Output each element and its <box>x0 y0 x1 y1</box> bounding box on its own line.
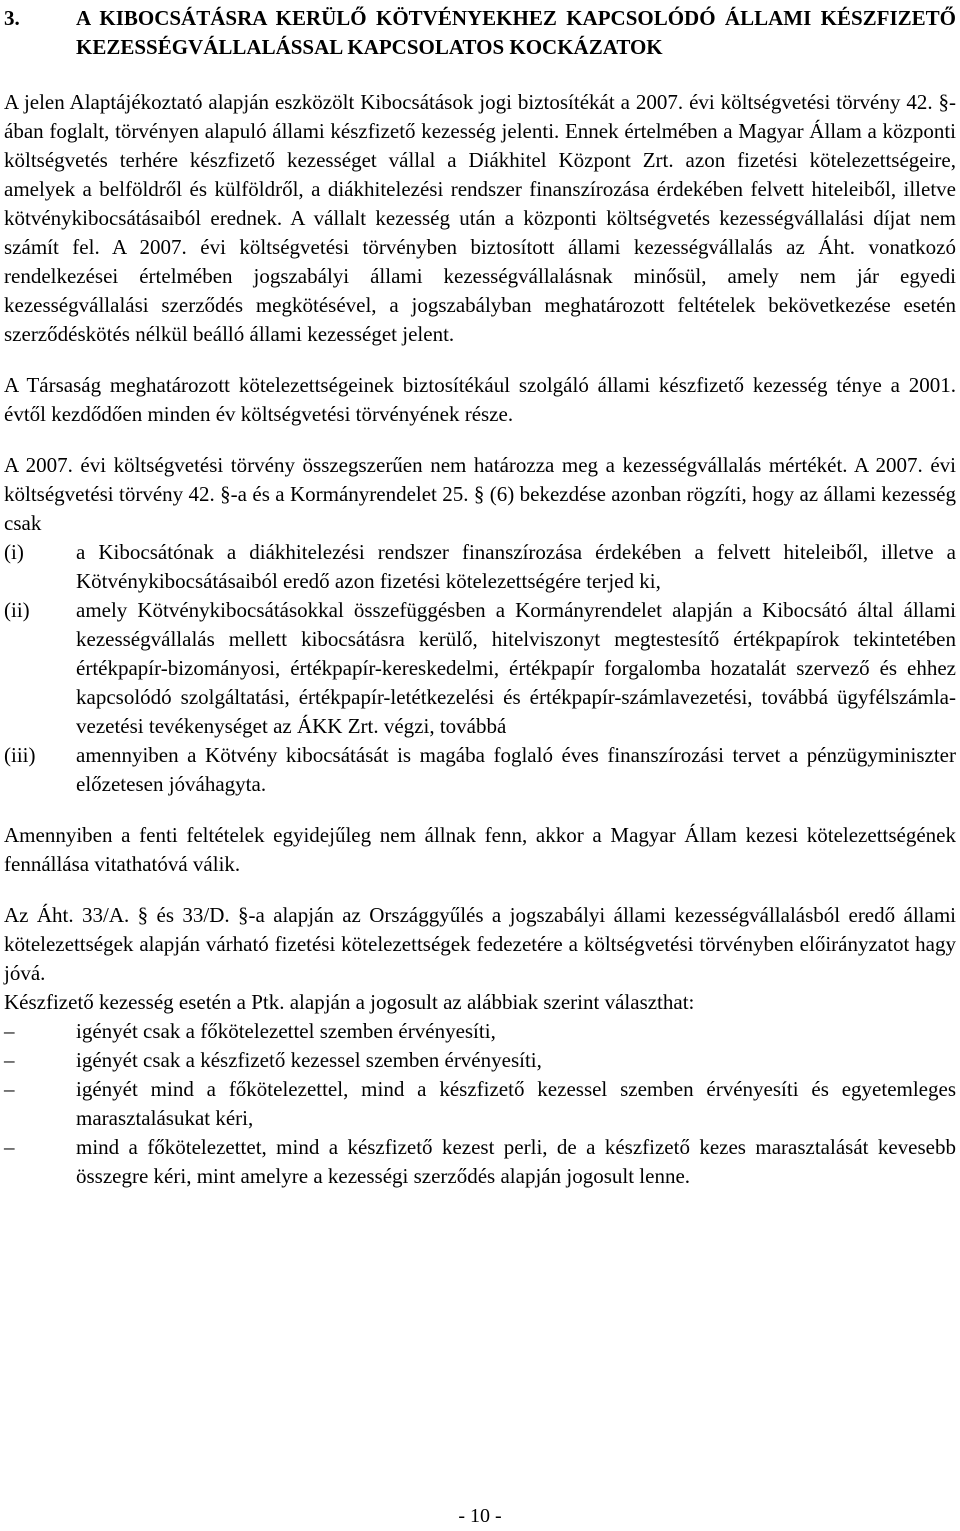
paragraph-guarantee-history: A Társaság meghatározott kötelezettségeinek biztosítékául szolgáló állami készfizető kezesség ténye a 2001. évtől kezdődően minden év költségvetési törvényének része. <box>4 373 956 426</box>
list-item <box>4 1133 956 1191</box>
paragraph-legal-basis: A jelen Alaptájékoztató alapján eszközölt Kibocsátások jogi biztosítékát a 2007. évi költségvetési törvény 42. §-ában foglalt, törvényen alapuló állami készfizető kezesség jelenti. Ennek értelmében a Magyar Állam a központi költségvetés terhére készfizető kezességet vállal a Diákhitel Központ Zrt. azon fizetési kötelezettségeire, amelyek a belföldről és külföldről, a diákhitelezési rendszer finanszírozása érdekében felvett hiteleiből, illetve kötvénykibocsátásaiból erednek. A vállalt kezesség után a központi költségvetés kezességvállalási díjat nem számít fel. A 2007. évi költségvetési törvényben biztosított állami kezességvállalás az Áht. vonatkozó rendelkezései értelmében jogszabályi állami kezességvállalásnak minősül, amely nem jár egyedi kezességvállalási szerződés megkötésével, a jogszabályban meghatározott feltételek bekövetkezése esetén szerződéskötés nélkül beálló állami kezességet jelent. <box>4 90 956 346</box>
list-item-text: igényét mind a főkötelezettel, mind a készfizető kezessel szemben érvényesíti és egyetemleges marasztalásukat kéri, <box>76 1077 956 1130</box>
list-item-dash: – <box>4 1048 15 1072</box>
list-item-text: a Kibocsátónak a diákhitelezési rendszer finanszírozása érdekében a felvett hiteleiből, illetve a Kötvénykibocsátásaiból eredő azon fizetési kötelezettségére terjed ki, <box>76 540 956 593</box>
list-item-dash: – <box>4 1077 15 1101</box>
list-item-text: igényét csak a készfizető kezessel szemben érvényesíti, <box>76 1048 542 1072</box>
conditions-list <box>4 538 956 799</box>
paragraph-guarantee-scope: A 2007. évi költségvetési törvény összegszerűen nem határozza meg a kezességvállalás mértékét. A 2007. évi költségvetési törvény 42. §-a és a Kormányrendelet 25. § (6) bekezdése azonban rögzíti, hogy az állami kezesség csak <box>4 453 956 535</box>
section-title: A KIBOCSÁTÁSRA KERÜLŐ KÖTVÉNYEKHEZ KAPCSOLÓDÓ ÁLLAMI KÉSZFIZETŐ KEZESSÉGVÁLLALÁSSAL KAPCSOLATOS KOCKÁZATOK <box>76 6 956 59</box>
section-heading <box>4 4 956 62</box>
list-item <box>4 596 956 741</box>
document-page <box>4 4 956 1191</box>
list-item-text: amennyiben a Kötvény kibocsátását is magába foglaló éves finanszírozási tervet a pénzügyminiszter előzetesen jóváhagyta. <box>76 743 956 796</box>
list-item <box>4 741 956 799</box>
page-number: - 10 - <box>458 1505 502 1527</box>
list-item-text: amely Kötvénykibocsátásokkal összefüggésben a Kormányrendelet alapján a Kibocsátó által állami kezességvállalás mellett kibocsátásra kerülő, hitelviszonyt megtestesítő értékpapírok tekintetében értékpapír-bizományosi, értékpapír-kereskedelmi, értékpapír forgalomba hozatalát szervező és ehhez kapcsolódó szolgáltatási, értékpapír-letétkezelési és értékpapír-számlavezetési, továbbá ügyfélszámla-vezetési tevékenységet az ÁKK Zrt. végzi, továbbá <box>76 598 956 738</box>
list-item-dash: – <box>4 1019 15 1043</box>
list-item-label: (iii) <box>4 743 36 767</box>
options-list <box>4 1017 956 1191</box>
list-item-label: (i) <box>4 540 24 564</box>
section-number: 3. <box>4 6 20 30</box>
paragraph-conditions-failure: Amennyiben a fenti feltételek egyidejűleg nem állnak fenn, akkor a Magyar Állam kezesi kötelezettségének fennállása vitathatóvá válik. <box>4 823 956 876</box>
list-item-dash: – <box>4 1135 15 1159</box>
list-item <box>4 1046 956 1075</box>
list-item <box>4 1075 956 1133</box>
list-item-text: mind a főkötelezettet, mind a készfizető kezest perli, de a készfizető kezes marasztalását kevesebb összegre kéri, mint amelyre a kezességi szerződés alapján jogosult lenne. <box>76 1135 956 1188</box>
paragraph-creditor-options: Készfizető kezesség esetén a Ptk. alapján a jogosult az alábbiak szerint választhat: <box>4 990 695 1014</box>
list-item-label: (ii) <box>4 598 30 622</box>
paragraph-budget-appropriation: Az Áht. 33/A. § és 33/D. §-a alapján az Országgyűlés a jogszabályi állami kezességvállalásból eredő állami kötelezettségek alapján várható fizetési kötelezettségek fedezetére a költségvetési törvényben előirányzatot hagy jóvá. <box>4 903 956 985</box>
list-item <box>4 538 956 596</box>
list-item-text: igényét csak a főkötelezettel szemben érvényesíti, <box>76 1019 496 1043</box>
list-item <box>4 1017 956 1046</box>
